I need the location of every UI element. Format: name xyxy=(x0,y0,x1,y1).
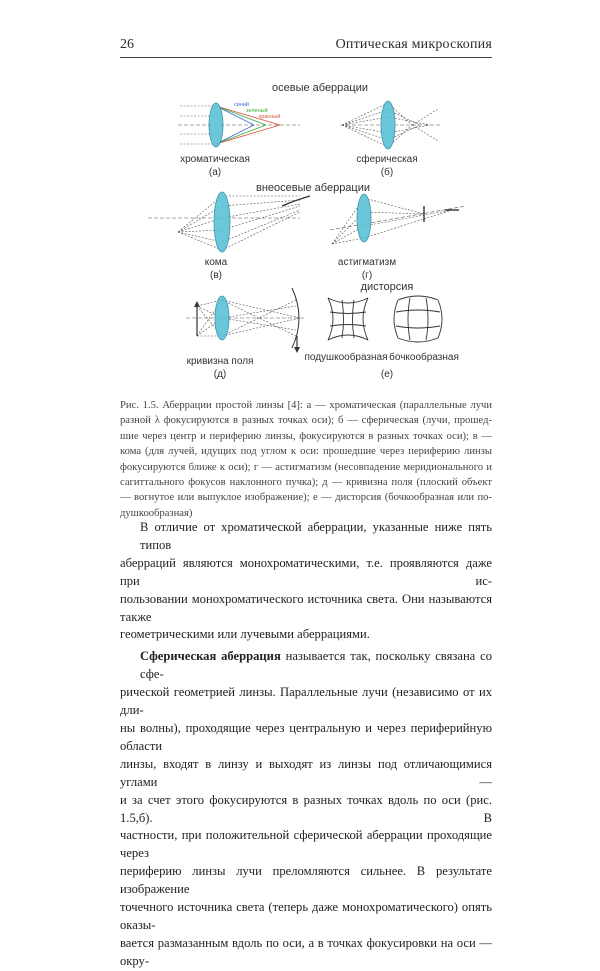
paragraph-spherical xyxy=(120,648,492,970)
running-title: Оптическая микроскопия xyxy=(335,37,492,52)
paragraph-line: вается размазанным вдоль по оси, а в точках фокусировки на оси — окру- xyxy=(120,935,492,968)
panel-g-name: астигматизм xyxy=(337,257,397,268)
panel-g-tag: (г) xyxy=(361,270,373,281)
panel-coma xyxy=(148,192,310,281)
paragraph-line: геометрическими или лучевыми аберрациями. xyxy=(120,627,370,642)
panel-v-name: кома xyxy=(204,257,228,268)
paragraph-line: точечного источника света (теперь даже монохроматического) опять оказы- xyxy=(120,900,492,932)
lens xyxy=(209,103,223,147)
panel-distortion xyxy=(304,296,458,380)
panel-a-name: хроматическая xyxy=(180,154,250,165)
panel-chromatic xyxy=(178,101,300,178)
axial-aberrations-title: осевые аберрации xyxy=(271,82,369,94)
caption-line: шие через центр и периферию линзы, фокусируются в разных точках оси); в — xyxy=(120,430,492,442)
pincushion-grid xyxy=(328,298,368,340)
barrel-grid xyxy=(394,296,442,342)
barrel-label: бочкообразная xyxy=(389,352,459,363)
paragraph-line: пользовании монохроматического источника света. Они называются также xyxy=(120,591,492,624)
panel-v-tag: (в) xyxy=(210,270,222,281)
figure-caption xyxy=(120,398,492,521)
paragraph-line: частности, при положительной сферической аберрации проходящие через xyxy=(120,828,492,861)
offaxis-aberrations-title: внеосевые аберрации xyxy=(255,182,371,194)
panel-b-tag: (б) xyxy=(380,167,394,178)
panel-e-tag: (е) xyxy=(380,369,394,380)
aberrations-figure xyxy=(0,0,600,390)
ray-bundle xyxy=(332,198,452,244)
lens xyxy=(215,296,229,340)
page-number: 26 xyxy=(120,37,134,52)
paragraph-monochromatic xyxy=(120,519,492,644)
paragraph-line: линзы, входят в линзу и выходят из линзы под отличающимися углами — xyxy=(120,756,492,789)
green-label: зеленый xyxy=(246,108,268,114)
distortion-title: дисторсия xyxy=(360,281,414,293)
caption-line: — вогнутое или выпуклое изображение); е — дисторсия (бочкообразная или по- xyxy=(120,492,492,504)
paragraph-line: периферию линзы лучи преломляются сильнее. В результате изображение xyxy=(120,864,492,897)
blue-label: синий xyxy=(234,102,250,108)
body-text xyxy=(120,519,492,971)
caption-line: разной λ фокусируются в разных точках оси); б — сферическая (лучи, прошед- xyxy=(120,415,492,427)
paragraph-line: рической геометрией линзы. Параллельные лучи (независимо от их дли- xyxy=(120,685,492,718)
panel-spherical xyxy=(340,101,440,178)
caption-line: кома (для лучей, идущих под углом к оси: прошедшие через периферию линзы xyxy=(120,446,492,458)
panel-astigmatism xyxy=(330,194,466,281)
line-rest: называется так, поскольку связана со сфе- xyxy=(140,649,492,682)
caption-line: Рис. 1.5. Аберрации простой линзы [4]: а — хроматическая (параллельные лучи xyxy=(120,400,492,411)
paragraph-line xyxy=(120,648,492,684)
paragraph-line: В отличие от хроматической аберрации, указанные ниже пять типов xyxy=(140,520,492,552)
pincushion-label: подушкообразная xyxy=(304,352,388,363)
panel-field-curvature xyxy=(186,288,306,380)
panel-d-tag: (д) xyxy=(213,369,227,380)
caption-line: фокусируются ближе к оси); г — астигматизм (несовпадение меридионального и xyxy=(120,461,492,473)
lens xyxy=(357,194,371,242)
bold-term: Сферическая аберрация xyxy=(140,649,281,664)
lens xyxy=(381,101,395,149)
paragraph-line: аберраций являются монохроматическими, т.е. проявляются даже при ис- xyxy=(120,555,492,588)
panel-b-name: сферическая xyxy=(356,154,418,165)
paragraph-line: ны волны), проходящие через центральную и через периферийную области xyxy=(120,720,492,753)
panel-a-tag: (а) xyxy=(208,167,222,178)
ray-bundle xyxy=(178,196,300,250)
paragraph-line: и за счет этого фокусируются в разных точках вдоль по оси (рис. 1.5,б). В xyxy=(120,792,492,825)
red-label: красный xyxy=(259,114,281,120)
panel-d-name: кривизна поля xyxy=(186,356,254,367)
green-ray xyxy=(216,125,266,144)
caption-line: душкообразная) xyxy=(120,507,193,519)
lens xyxy=(214,192,230,252)
caption-line: сагиттального фокусов наклонного пучка); д — кривизна поля (плоский объект xyxy=(120,477,492,489)
